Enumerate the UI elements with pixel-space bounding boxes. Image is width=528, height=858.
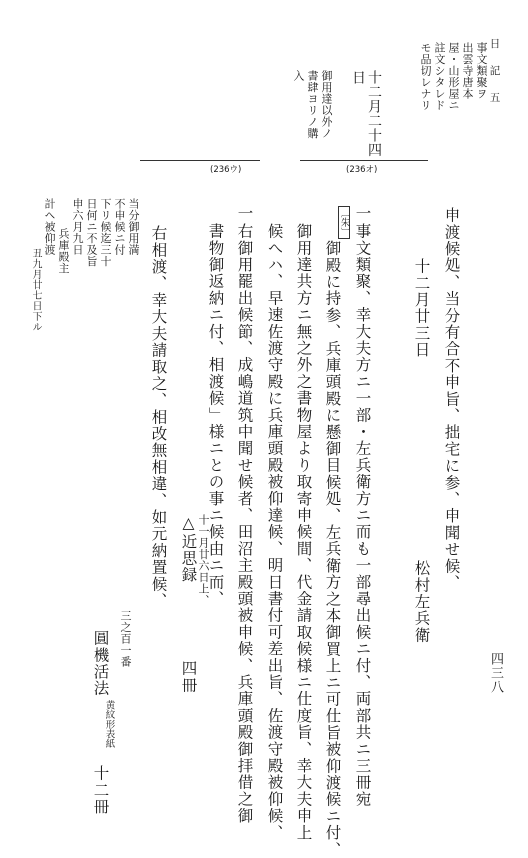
text-line: 御用達共方ニ無之外之書物屋より取寄申候間、代金請取候様ニ仕度旨、幸大夫申上 (294, 223, 313, 841)
text-line: 事文類聚、幸大夫方ニ一部・左兵衛方ニ而も一部尋出候ニ付、両部共ニ三冊宛 (353, 223, 372, 808)
margin-note-line: モ品切レナリ (419, 42, 432, 111)
text-line: 候へハ、早速佐渡守殿に兵庫頭殿被仰達候、明日書付可差出旨、佐渡守殿被仰候、 (265, 223, 284, 841)
date-note: 十一月廿六日上、 (197, 514, 210, 606)
margin-note-line: 御用達以外ノ (320, 70, 333, 139)
rule (300, 160, 428, 161)
margin-note-line: 丑九月廿七日下ル (30, 248, 41, 332)
margin-note-line: 不申候ニ付 (113, 198, 126, 256)
text-line: 右相渡、幸大夫請取之、相改無相違、如元納置候、 (149, 225, 168, 610)
margin-note-date (350, 70, 390, 160)
margin-note-line: 屋・山形屋ニ (447, 42, 460, 111)
binding-note: 黄紋形表紙 (103, 700, 115, 749)
text-line: 御殿に持参、兵庫頭殿に懸御目候処、左兵衛方之本御買上ニ可仕旨被仰渡候ニ付、 (323, 240, 342, 858)
margin-note-line: 註文シタレド (433, 42, 446, 111)
signature: 松村左兵衛 (412, 560, 431, 644)
book-title: 圓機活法 (91, 630, 110, 697)
annotation: 〔朱〕 (338, 208, 350, 238)
margin-note-line: 計ヘ被仰渡 (43, 198, 56, 256)
item-bullet: 一 (235, 205, 254, 222)
margin-note-line: 兵庫殿主 (57, 228, 70, 274)
margin-note-line: 入 (292, 70, 305, 82)
running-title: 日 記 五 (488, 38, 501, 106)
text-line: 右御用罷出候節、成嶋道筑中聞せ候者、田沼主殿頭被申候、兵庫頭殿御拝借之御 (235, 223, 254, 825)
text-line: 申渡候処、当分有合不申旨、拙宅に参、申聞せ候、 (442, 207, 461, 592)
margin-note-line: 十二月二十四 (366, 70, 382, 157)
margin-note-line: 申六月九日 (71, 198, 84, 256)
margin-note-lower (20, 198, 140, 358)
margin-note-line: 出雲寺唐本 (461, 42, 474, 100)
margin-note-line: 日何ニ不及旨 (85, 198, 98, 267)
margin-note-line: 当分御用満 (127, 198, 140, 256)
margin-note-line: 書肆ヨリノ購 (306, 70, 319, 139)
volume-count: 十二冊 (91, 765, 110, 816)
text-line: 書物御返納ニ付、相渡候」様ニとの事ニ候由ニ而、 (206, 223, 225, 608)
folio-ref: (236ウ) (210, 165, 242, 175)
item-bullet: 一 (353, 205, 372, 222)
margin-note-mid (285, 70, 333, 150)
date-line: 十二月廿三日 (412, 258, 431, 359)
volume-count: 四冊 (179, 660, 198, 694)
folio-ref: (236オ) (346, 165, 378, 175)
margin-note-line: 下リ候迄三十 (99, 198, 112, 267)
shelf-number: 三之百一番 (119, 610, 132, 668)
margin-note-line: 日 (350, 70, 366, 85)
page-number: 四三八 (488, 652, 503, 694)
margin-note-upper-right (420, 42, 488, 122)
margin-note-line: 事文類聚ヲ (475, 42, 488, 100)
book-title: △近思録 (179, 514, 198, 584)
rule (140, 160, 260, 161)
